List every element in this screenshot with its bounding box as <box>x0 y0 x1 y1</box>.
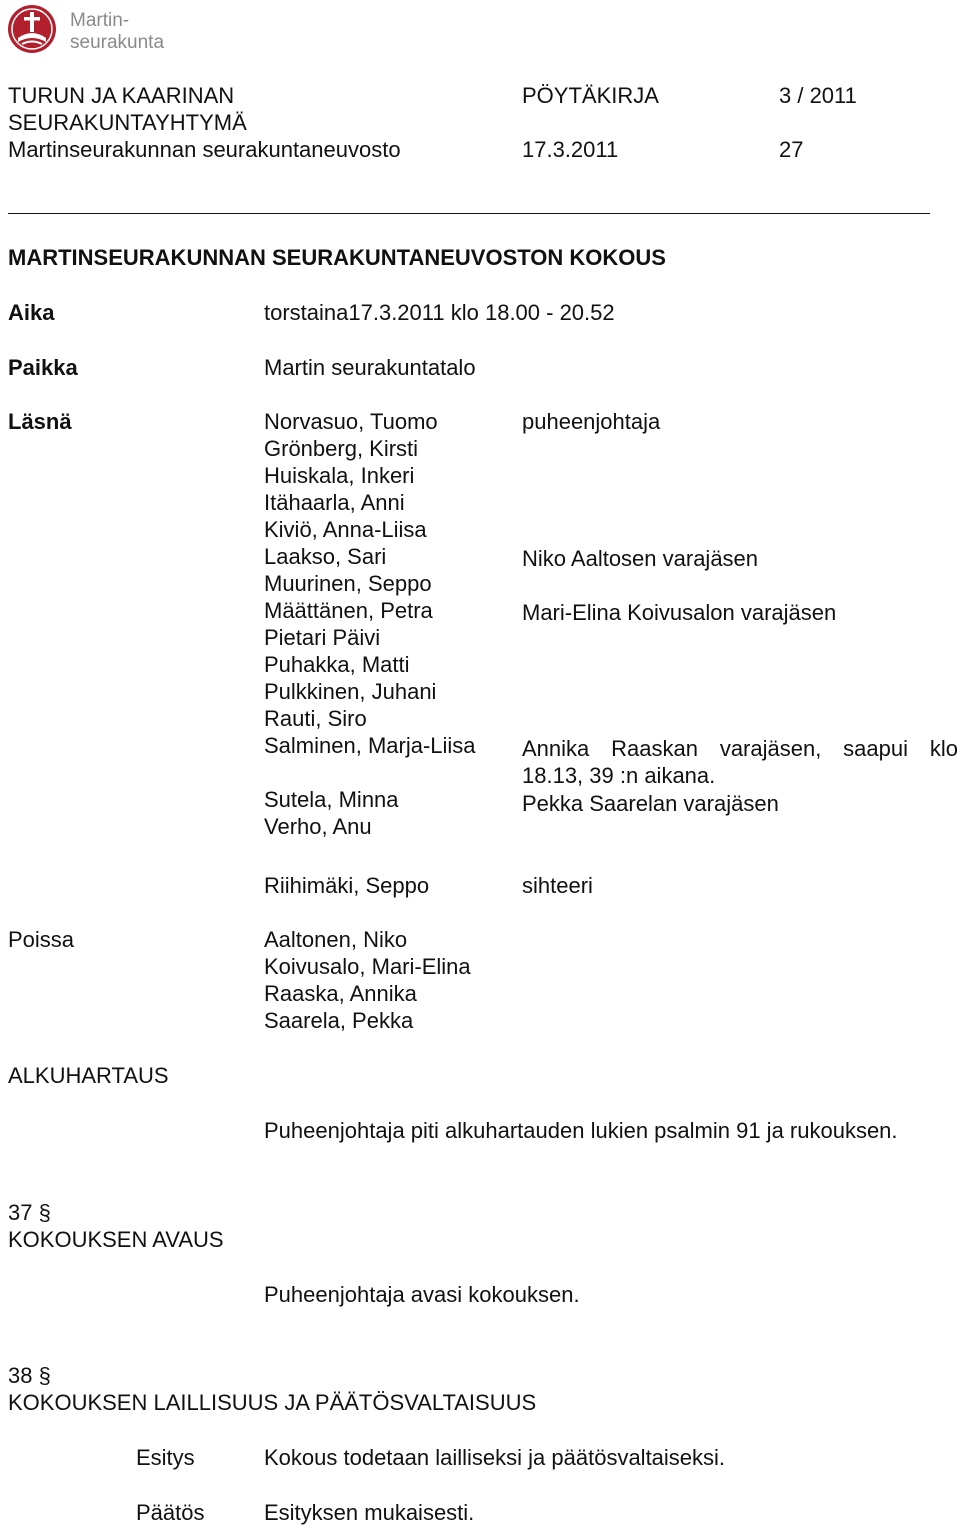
role-word: Annika <box>522 736 590 761</box>
member-role-salminen-line-1 <box>522 735 958 762</box>
decision-label: Päätös <box>136 1500 205 1525</box>
header-divider <box>8 213 930 214</box>
time-value: torstaina17.3.2011 klo 18.00 - 20.52 <box>264 300 615 325</box>
member-role-salminen <box>522 735 958 789</box>
member-name-spacer <box>264 759 476 786</box>
absent-member-name: Koivusalo, Mari-Elina <box>264 954 471 979</box>
time-label: Aika <box>8 300 55 325</box>
absent-label: Poissa <box>8 927 75 952</box>
member-name: Rauti, Siro <box>264 706 367 731</box>
document-type: PÖYTÄKIRJA <box>522 83 659 108</box>
issue-number: 3 / 2011 <box>779 83 857 108</box>
absent-member-name: Raaska, Annika <box>264 981 417 1006</box>
member-name: Sutela, Minna <box>264 787 399 812</box>
section-37-heading <box>8 1199 51 1226</box>
opening-prayer-label: ALKUHARTAUS <box>8 1063 169 1088</box>
opening-prayer-text: Puheenjohtaja piti alkuhartauden lukien psalmin 91 ja rukouksen. <box>264 1118 898 1143</box>
proposal-label: Esitys <box>136 1445 195 1470</box>
member-role-salminen-line-2: 18.13, 39 :n aikana. <box>522 763 716 788</box>
absent-member-name: Saarela, Pekka <box>264 1008 414 1033</box>
absent-member-names <box>264 926 471 1034</box>
role-word: varajäsen, <box>719 736 822 761</box>
role-word: saapui <box>843 736 909 761</box>
decision-text: Esityksen mukaisesti. <box>264 1500 475 1525</box>
logo-line-2: seurakunta <box>70 32 165 53</box>
member-name: Pulkkinen, Juhani <box>264 679 437 704</box>
document-date: 17.3.2011 <box>522 137 619 162</box>
section-38-heading <box>8 1362 51 1389</box>
member-name: Muurinen, Seppo <box>264 571 432 596</box>
place-label: Paikka <box>8 355 78 380</box>
place-value: Martin seurakuntatalo <box>264 355 476 380</box>
member-name: Huiskala, Inkeri <box>264 463 415 488</box>
member-role-chair: puheenjohtaja <box>522 409 661 434</box>
section-symbol: § <box>38 1363 51 1388</box>
member-name: Määttänen, Petra <box>264 598 433 623</box>
member-name: Puhakka, Matti <box>264 652 410 677</box>
member-name: Itähaarla, Anni <box>264 490 405 515</box>
absent-member-name: Aaltonen, Niko <box>264 927 408 952</box>
member-role-laakso: Niko Aaltosen varajäsen <box>522 546 759 571</box>
logo-line-1: Martin- <box>70 10 130 31</box>
member-name: Salminen, Marja-Liisa <box>264 733 476 758</box>
section-number: 38 <box>8 1363 33 1388</box>
section-37-text: Puheenjohtaja avasi kokouksen. <box>264 1282 580 1307</box>
role-word: klo <box>929 736 958 761</box>
member-name: Norvasuo, Tuomo <box>264 409 438 434</box>
martin-seurakunta-logo <box>6 4 206 54</box>
logo-text <box>70 10 164 54</box>
parish-emblem-icon <box>6 4 58 54</box>
section-38-title: KOKOUKSEN LAILLISUUS JA PÄÄTÖSVALTAISUUS <box>8 1390 537 1415</box>
meeting-title: MARTINSEURAKUNNAN SEURAKUNTANEUVOSTON KOKOUS <box>8 245 666 270</box>
secretary-name: Riihimäki, Seppo <box>264 873 430 898</box>
present-member-names <box>264 408 476 840</box>
role-word: Raaskan <box>611 736 698 761</box>
member-name: Pietari Päivi <box>264 625 381 650</box>
present-label: Läsnä <box>8 409 72 434</box>
section-number: 37 <box>8 1200 33 1225</box>
member-name: Laakso, Sari <box>264 544 387 569</box>
org-name-line-1: TURUN JA KAARINAN <box>8 83 235 108</box>
page-number: 27 <box>779 137 804 162</box>
member-name: Grönberg, Kirsti <box>264 436 419 461</box>
section-37-title: KOKOUKSEN AVAUS <box>8 1227 224 1252</box>
member-role-maattanen: Mari-Elina Koivusalon varajäsen <box>522 600 837 625</box>
org-name-line-3: Martinseurakunnan seurakuntaneuvosto <box>8 137 401 162</box>
proposal-text: Kokous todetaan lailliseksi ja päätösvaltaiseksi. <box>264 1445 726 1470</box>
org-name-line-2: SEURAKUNTAYHTYMÄ <box>8 110 247 135</box>
member-name: Kiviö, Anna-Liisa <box>264 517 427 542</box>
member-role-sutela: Pekka Saarelan varajäsen <box>522 791 779 816</box>
member-name: Verho, Anu <box>264 814 372 839</box>
secretary-role: sihteeri <box>522 873 593 898</box>
section-symbol: § <box>38 1200 51 1225</box>
